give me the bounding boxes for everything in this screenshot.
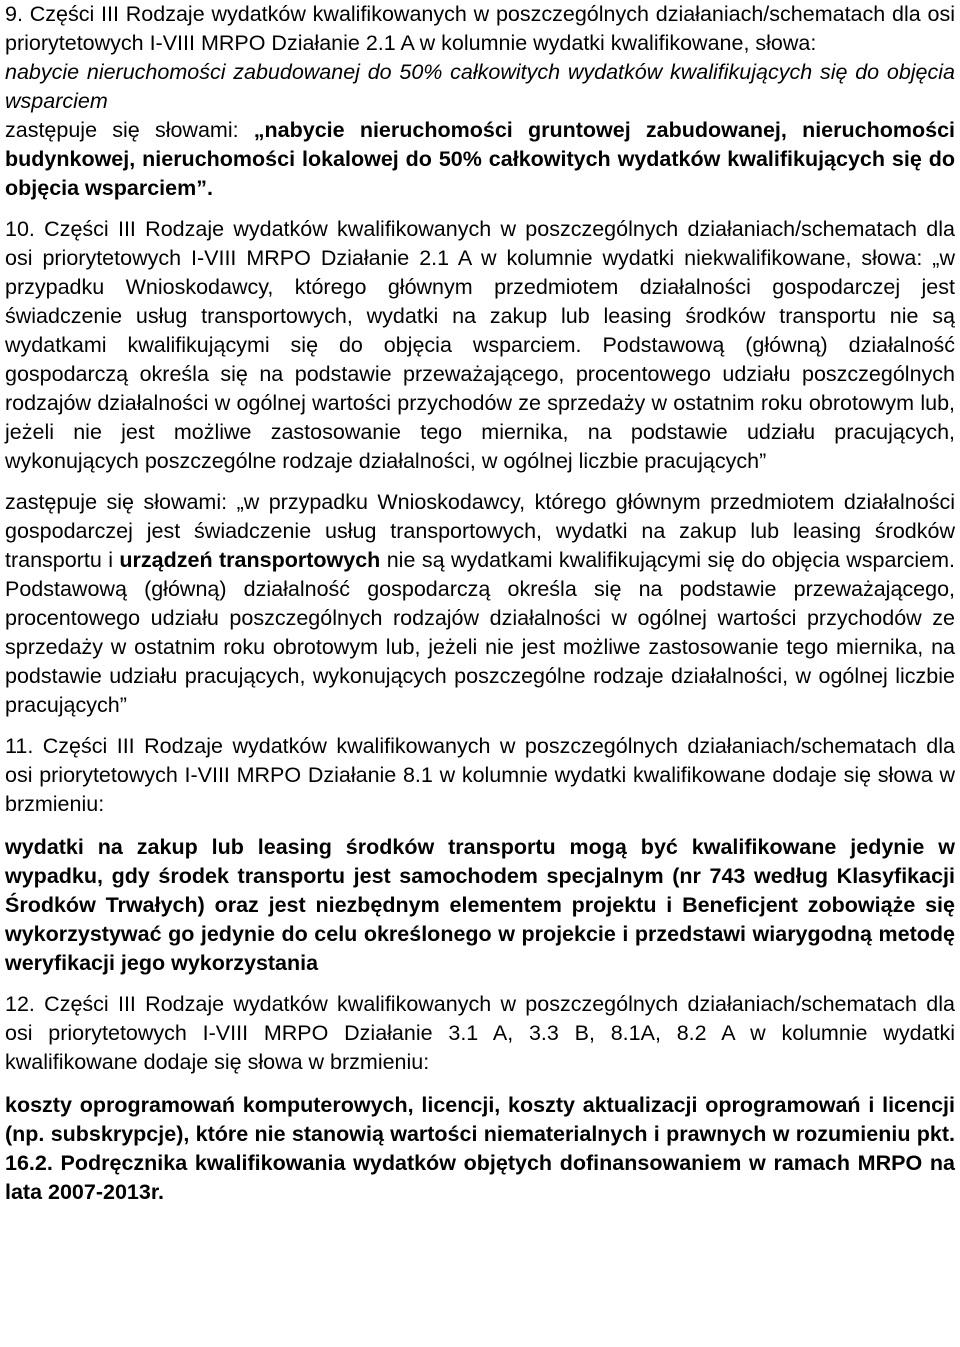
section-12-intro: 12. Części III Rodzaje wydatków kwalifikowanych w poszczególnych działaniach/schematach dla osi priorytetowych I-VIII MRPO Działanie 3.1 A, 3.3 B, 8.1A, 8.2 A w kolumnie wydatki kwalifikowane dodaje się słowa w brzmieniu: [5, 992, 955, 1074]
section-10-replace-part-b: nie są wydatkami kwalifikującymi się do objęcia wsparciem. Podstawową (główną) działalność gospodarczą określa się na podstawie przeważającego, procentowego udziału poszczególnych rodzajów działalności w ogólnej wartości przychodów ze sprzedaży w ostatnim roku obrotowym lub, jeżeli nie jest możliwe zastosowanie tego miernika, na podstawie udziału pracujących, wykonujących poszczególne rodzaje działalności, w ogólnej liczbie pracujących” [5, 548, 955, 717]
section-9-new-text: „nabycie nieruchomości gruntowej zabudowanej, nieruchomości budynkowej, nieruchomości lokalowej do 50% całkowitych wydatków kwalifikujących się do objęcia wsparciem”. [5, 118, 955, 200]
section-10-intro: 10. Części III Rodzaje wydatków kwalifikowanych w poszczególnych działaniach/schematach dla osi priorytetowych I-VIII MRPO Działanie 2.1 A w kolumnie wydatki niekwalifikowane, słowa: „w przypadku Wnioskodawcy, którego głównym przedmiotem działalności gospodarczej jest świadczenie usług transportowych, wydatki na zakup lub leasing środków transportu nie są wydatkami kwalifikującymi się do objęcia wsparciem. Podstawową (główną) działalność gospodarczą określa się na podstawie przeważającego, procentowego udziału poszczególnych rodzajów działalności w ogólnej wartości przychodów ze sprzedaży w ostatnim roku obrotowym lub, jeżeli nie jest możliwe zastosowanie tego miernika, na podstawie udziału pracujących, wykonujących poszczególne rodzaje działalności, w ogólnej liczbie pracujących” [5, 217, 955, 473]
spacer [5, 1077, 955, 1091]
spacer [5, 978, 955, 990]
section-9-replacement [5, 116, 955, 203]
section-11-intro: 11. Części III Rodzaje wydatków kwalifikowanych w poszczególnych działaniach/schematach dla osi priorytetowych I-VIII MRPO Działanie 8.1 w kolumnie wydatki kwalifikowane dodaje się słowa w brzmieniu: [5, 734, 955, 816]
section-12 [5, 990, 955, 1207]
section-10-replacement [5, 488, 955, 720]
section-11 [5, 732, 955, 978]
section-9-replace-label: zastępuje się słowami: [5, 118, 254, 142]
section-9 [5, 0, 955, 203]
section-11-added-text: wydatki na zakup lub leasing środków transportu mogą być kwalifikowane jedynie w wypadku, gdy środek transportu jest samochodem specjalnym (nr 743 według Klasyfikacji Środków Trwałych) oraz jest niezbędnym elementem projektu i Beneficjent zobowiąże się wykorzystywać go jedynie do celu określonego w projekcie i przedstawi wiarygodną metodę weryfikacji jego wykorzystania [5, 835, 955, 975]
section-10 [5, 215, 955, 720]
spacer [5, 720, 955, 732]
section-10-replace-bold: urządzeń transportowych [119, 548, 381, 572]
section-12-added-text: koszty oprogramowań komputerowych, licencji, koszty aktualizacji oprogramowań i licencji (np. subskrypcje), które nie stanowią wartości niematerialnych i prawnych w rozumieniu pkt. 16.2. Podręcznika kwalifikowania wydatków objętych dofinansowaniem w ramach MRPO na lata 2007-2013r. [5, 1093, 955, 1204]
section-10-replace-part-a: zastępuje się słowami: „w przypadku Wnioskodawcy, którego głównym przedmiotem działalności gospodarczej jest świadczenie usług transportowych, wydatki na zakup lub leasing środków transportu i [5, 490, 955, 572]
spacer [5, 476, 955, 488]
spacer [5, 819, 955, 833]
spacer [5, 203, 955, 215]
section-9-old-text: nabycie nieruchomości zabudowanej do 50% całkowitych wydatków kwalifikujących się do objęcia wsparciem [5, 60, 955, 113]
section-9-intro: 9. Części III Rodzaje wydatków kwalifikowanych w poszczególnych działaniach/schematach dla osi priorytetowych I-VIII MRPO Działanie 2.1 A w kolumnie wydatki kwalifikowane, słowa: [5, 2, 955, 55]
